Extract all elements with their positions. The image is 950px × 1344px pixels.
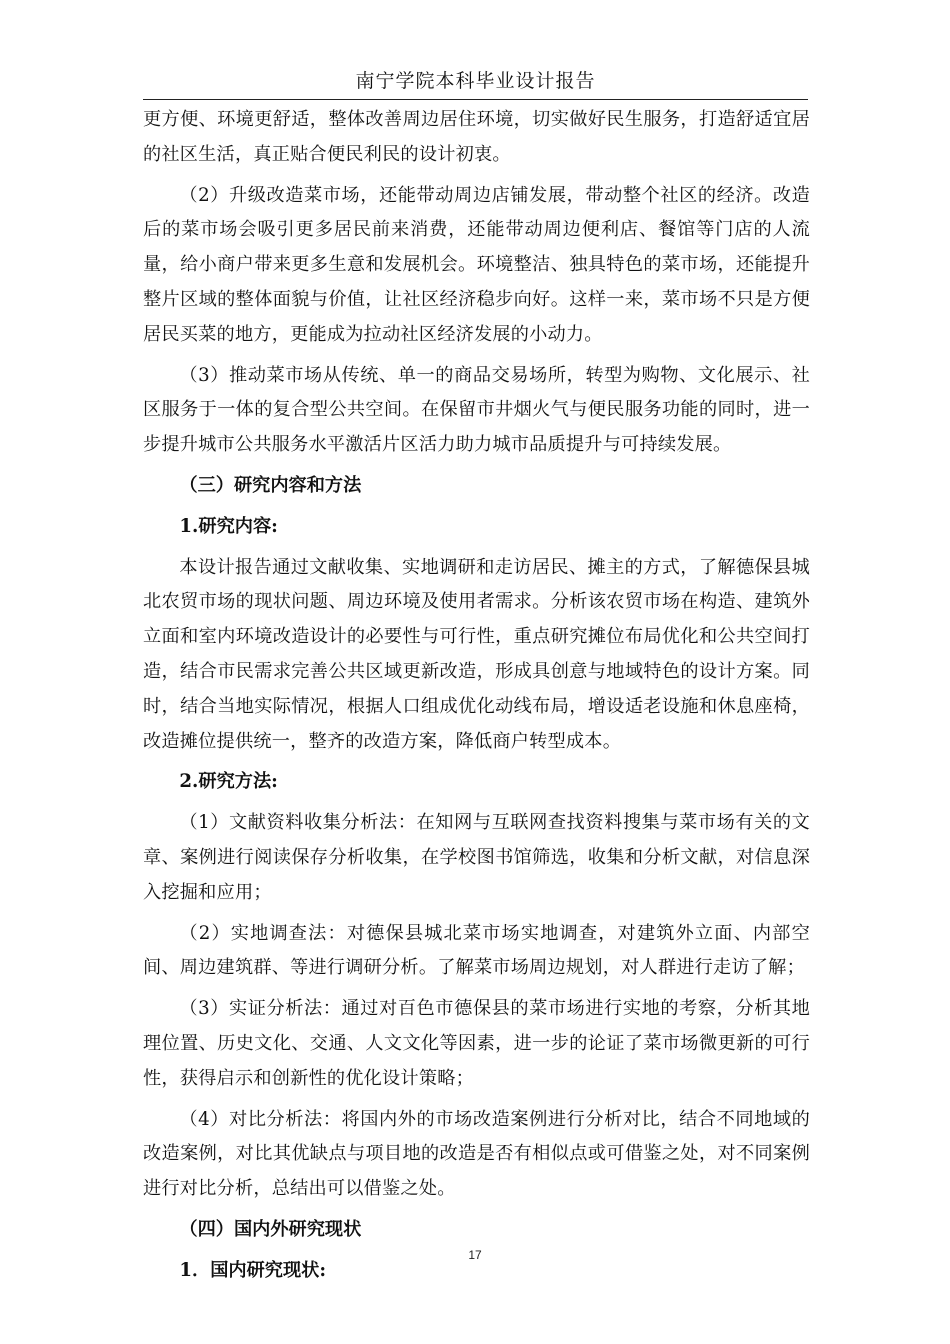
paragraph-method-literature: （1）文献资料收集分析法：在知网与互联网查找资料搜集与菜市场有关的文章、案例进行阅读保存分析收集，在学校图书馆筛选，收集和分析文献，对信息深入挖掘和应用；	[143, 812, 810, 903]
running-header: 南宁学院本科毕业设计报告	[355, 70, 596, 92]
paragraph-method-comparison: （4）对比分析法：将国内外的市场改造案例进行分析对比，结合不同地域的改造案例，对比其优缺点与项目地的改造是否有相似点或可借鉴之处，对不同案例进行对比分析，总结出可以借鉴之处。	[143, 1108, 810, 1200]
subheading-research-methods: 2.研究方法:	[179, 771, 278, 793]
paragraph-method-field-survey: （2）实地调查法：对德保县城北菜市场实地调查，对建筑外立面、内部空间、周边建筑群、等进行调研分析。了解菜市场周边规划，对人群进行走访了解；	[143, 922, 810, 979]
header-rule	[143, 99, 808, 100]
paragraph-significance-3: （3）推动菜市场从传统、单一的商品交易场所，转型为购物、文化展示、社区服务于一体的复合型公共空间。在保留市井烟火气与便民服务功能的同时，进一步提升城市公共服务水平激活片区活力助力城市品质提升与可持续发展。	[143, 364, 810, 456]
page-body	[143, 103, 810, 1295]
page-number: 17	[468, 1248, 482, 1262]
paragraph-continued: 更方便、环境更舒适，整体改善周边居住环境，切实做好民生服务，打造舒适宜居的社区生活，真正贴合便民利民的设计初衷。	[143, 109, 810, 165]
section-heading-research-status: （四）国内外研究现状	[179, 1218, 362, 1240]
subheading-domestic-status: 1．国内研究现状:	[179, 1259, 327, 1281]
subheading-research-content: 1.研究内容:	[179, 515, 278, 537]
section-heading-research-content-methods: （三）研究内容和方法	[179, 474, 362, 496]
paragraph-method-empirical: （3）实证分析法：通过对百色市德保县的菜市场进行实地的考察，分析其地理位置、历史文化、交通、人文文化等因素，进一步的论证了菜市场微更新的可行性，获得启示和创新性的优化设计策略；	[143, 998, 810, 1089]
paragraph-significance-2: （2）升级改造菜市场，还能带动周边店铺发展，带动整个社区的经济。改造后的菜市场会吸引更多居民前来消费，还能带动周边便利店、餐馆等门店的人流量，给小商户带来更多生意和发展机会。环境整洁、独具特色的菜市场，还能提升整片区域的整体面貌与价值，让社区经济稳步向好。这样一来，菜市场不只是方便居民买菜的地方，更能成为拉动社区经济发展的小动力。	[143, 184, 810, 345]
paragraph-research-content: 本设计报告通过文献收集、实地调研和走访居民、摊主的方式，了解德保县城北农贸市场的现状问题、周边环境及使用者需求。分析该农贸市场在构造、建筑外立面和室内环境改造设计的必要性与可行性，重点研究摊位布局优化和公共空间打造，结合市民需求完善公共区域更新改造，形成具创意与地域特色的设计方案。同时，结合当地实际情况，根据人口组成优化动线布局，增设适老设施和休息座椅，改造摊位提供统一，整齐的改造方案，降低商户转型成本。	[143, 556, 810, 752]
